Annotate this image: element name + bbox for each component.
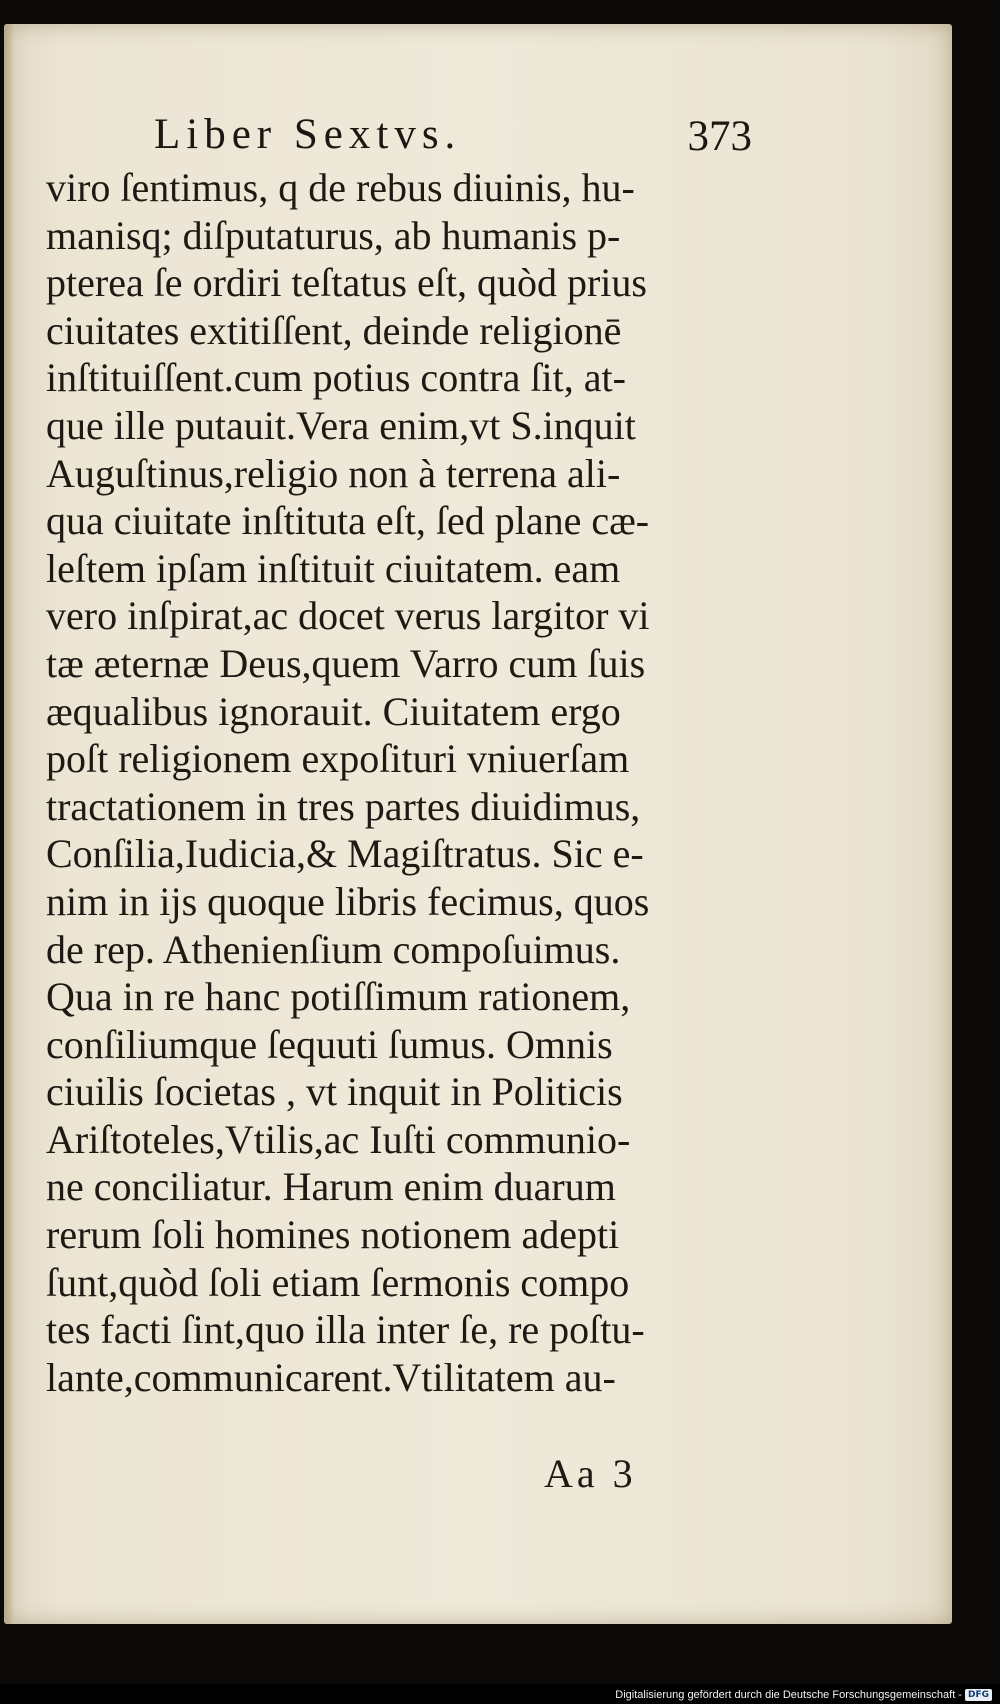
dfg-logo-icon: DFG: [965, 1689, 992, 1701]
text-line: Conſilia,Iudicia,& Magiſtratus. Sic e-: [46, 831, 644, 877]
text-line: poſt religionem expoſituri vniuerſam: [46, 736, 630, 782]
text-line: de rep. Athenienſium compoſuimus.: [46, 926, 621, 972]
text-line: leſtem ipſam inſtituit ciuitatem. eam: [46, 545, 621, 591]
text-line: vero inſpirat,ac docet verus largitor vi: [46, 593, 650, 639]
text-line: lante,communicarent.Vtilitatem au-: [46, 1354, 616, 1400]
text-line: tes facti ſint,quo illa inter ſe, re poſtu-: [46, 1307, 645, 1353]
digitization-credit: [615, 1689, 992, 1701]
text-line: nim in ijs quoque libris fecimus, quos: [46, 878, 650, 924]
text-line: Ariſtoteles,Vtilis,ac Iuſti communio-: [46, 1116, 631, 1162]
page-number: 373: [687, 113, 752, 160]
text-line: viro ſentimus, q de rebus diuinis, hu-: [46, 165, 635, 210]
text-line: tæ æternæ Deus,quem Varro cum ſuis: [46, 640, 646, 686]
body-text: [46, 164, 746, 1401]
text-line: ne conciliatur. Harum enim duarum: [46, 1164, 616, 1210]
text-line: qua ciuitate inſtituta eſt, ſed plane cæ-: [46, 498, 650, 544]
text-line: conſiliumque ſequuti ſumus. Omnis: [46, 1021, 613, 1067]
text-line: pterea ſe ordiri teſtatus eſt, quòd prius: [46, 260, 647, 306]
running-head: Liber Sextvs.: [154, 111, 462, 158]
text-line: que ille putauit.Vera enim,vt S.inquit: [46, 402, 636, 448]
text-line: tractationem in tres partes diuidimus,: [46, 783, 641, 829]
text-line: æqualibus ignorauit. Ciuitatem ergo: [46, 688, 621, 734]
text-line: Qua in re hanc potiſſimum rationem,: [46, 974, 631, 1020]
text-line: ſunt,quòd ſoli etiam ſermonis compo: [46, 1259, 630, 1305]
text-line: ciuitates extitiſſent, deinde religionē: [46, 307, 622, 353]
text-line: Auguſtinus,religio non à terrena ali-: [46, 450, 621, 496]
signature-mark: Aa 3: [544, 1451, 637, 1496]
text-line: rerum ſoli homines notionem adepti: [46, 1212, 620, 1258]
text-line: manisq; diſputaturus, ab humanis p-: [46, 212, 621, 258]
book-page: [4, 24, 952, 1624]
page-edge-shadow: [4, 24, 14, 1624]
text-line: ciuilis ſocietas , vt inquit in Politicis: [46, 1069, 623, 1115]
footer-bar: [0, 1684, 1000, 1704]
text-line: inſtituiſſent.cum potius contra ſit, at-: [46, 355, 626, 401]
credit-text: Digitalisierung gefördert durch die Deutsche Forschungsgemeinschaft -: [615, 1689, 962, 1701]
